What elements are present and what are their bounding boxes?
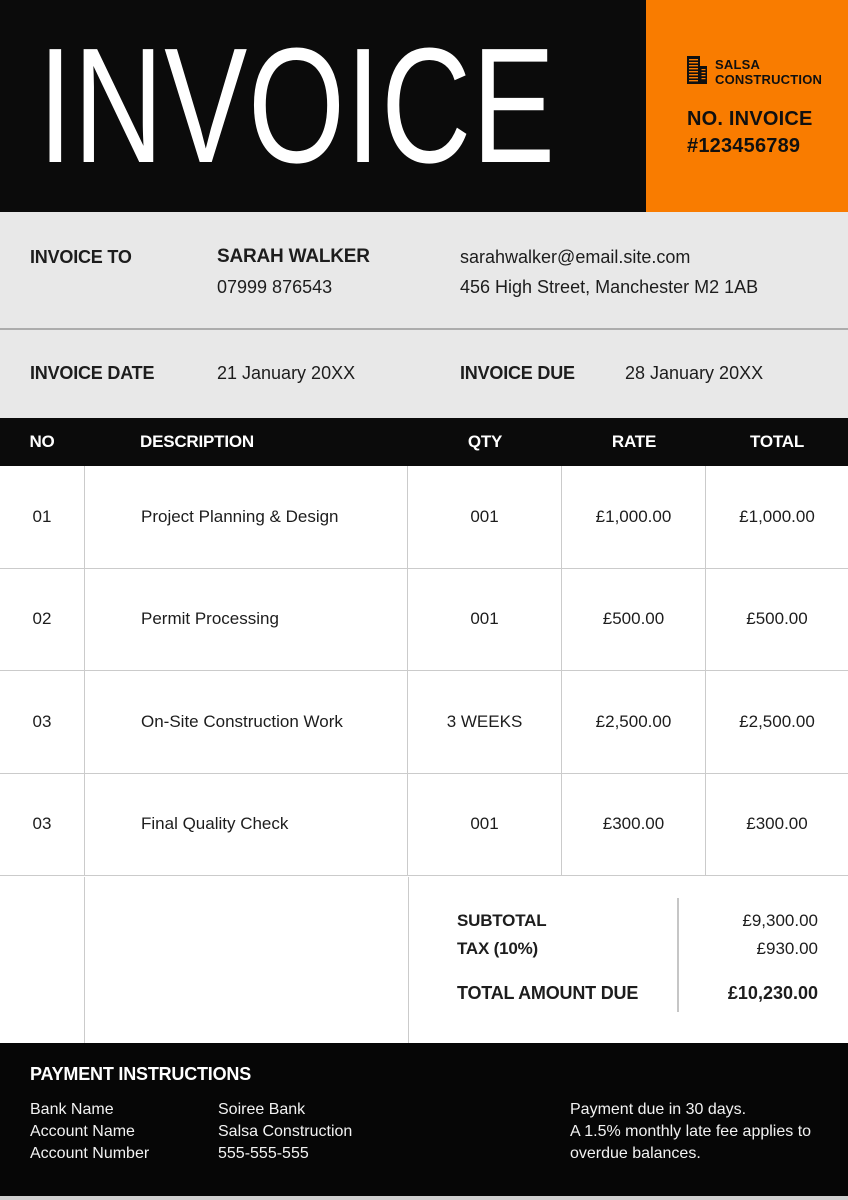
items-table-body [0, 466, 848, 876]
brand-name-line2: CONSTRUCTION [715, 71, 823, 87]
invoice-to-band [0, 212, 848, 329]
payment-terms-line: Payment due in 30 days. [570, 1101, 747, 1118]
payment-instructions-title: PAYMENT INSTRUCTIONS [30, 1064, 252, 1084]
row-total: £1,000.00 [739, 506, 815, 526]
row-rate: £1,000.00 [562, 466, 706, 568]
client-phone: 07999 876543 [217, 277, 333, 297]
row-qty: 001 [408, 774, 562, 876]
brand-block [686, 54, 822, 89]
col-header-description: DESCRIPTION [140, 432, 254, 451]
row-no: 02 [32, 609, 52, 629]
client-name: SARAH WALKER [217, 246, 370, 267]
page-bottom-strip [0, 1196, 848, 1200]
payment-terms-line: overdue balances. [570, 1145, 701, 1162]
account-number-label: Account Number [30, 1145, 150, 1162]
col-header-no: NO [29, 432, 55, 451]
column-line-mid [408, 877, 409, 1043]
row-total: £2,500.00 [739, 711, 815, 731]
row-description: Project Planning & Design [84, 466, 408, 568]
invoice-date-label: INVOICE DATE [30, 363, 155, 383]
invoice-due-value: 28 January 20XX [625, 363, 764, 383]
payment-instructions-footer [0, 1043, 848, 1196]
row-total: £300.00 [746, 814, 808, 834]
account-number-value: 555-555-555 [218, 1145, 309, 1162]
bank-name-value: Soiree Bank [218, 1101, 306, 1118]
row-rate: £500.00 [562, 569, 706, 671]
invoice-number-block [687, 108, 813, 158]
tax-value: £930.00 [756, 939, 818, 958]
row-rate: £2,500.00 [562, 671, 706, 773]
row-qty: 001 [408, 569, 562, 671]
row-total: £500.00 [746, 609, 808, 629]
items-table-header [0, 418, 848, 466]
col-header-total: TOTAL [749, 432, 805, 451]
subtotal-label: SUBTOTAL [457, 911, 547, 930]
row-qty: 3 WEEKS [408, 671, 562, 773]
header-orange-band [646, 0, 848, 212]
table-row [0, 774, 848, 877]
column-line-left [84, 877, 85, 1043]
client-address: 456 High Street, Manchester M2 1AB [460, 277, 759, 297]
payment-terms-line: A 1.5% monthly late fee applies to [570, 1123, 812, 1140]
row-description: On-Site Construction Work [84, 671, 408, 773]
row-description: Final Quality Check [84, 774, 408, 876]
building-icon [686, 54, 708, 89]
invoice-date-value: 21 January 20XX [217, 363, 356, 383]
total-due-value: £10,230.00 [727, 983, 818, 1003]
table-row [0, 671, 848, 774]
row-no: 01 [32, 506, 52, 526]
col-header-qty: QTY [467, 432, 503, 451]
tax-label: TAX (10%) [457, 939, 539, 958]
invoice-due-label: INVOICE DUE [460, 363, 575, 383]
bank-name-label: Bank Name [30, 1101, 114, 1118]
row-no: 03 [32, 711, 52, 731]
brand-name-line1: SALSA [715, 56, 761, 72]
total-due-label: TOTAL AMOUNT DUE [457, 983, 639, 1003]
page-title: INVOICE [38, 14, 556, 197]
account-name-label: Account Name [30, 1123, 135, 1140]
table-row [0, 569, 848, 672]
brand-name [715, 57, 822, 87]
row-qty: 001 [408, 466, 562, 568]
invoice-number-label: NO. INVOICE [687, 108, 813, 130]
row-no: 03 [32, 814, 52, 834]
subtotal-value: £9,300.00 [742, 911, 818, 930]
totals-divider [677, 898, 679, 1012]
client-email: sarahwalker@email.site.com [460, 247, 691, 267]
row-description: Permit Processing [84, 569, 408, 671]
invoice-to-label: INVOICE TO [30, 247, 132, 267]
col-header-rate: RATE [611, 432, 657, 451]
invoice-number-value: #123456789 [687, 135, 801, 157]
row-rate: £300.00 [562, 774, 706, 876]
account-name-value: Salsa Construction [218, 1123, 353, 1140]
header-black-band [0, 0, 646, 212]
table-row [0, 466, 848, 569]
